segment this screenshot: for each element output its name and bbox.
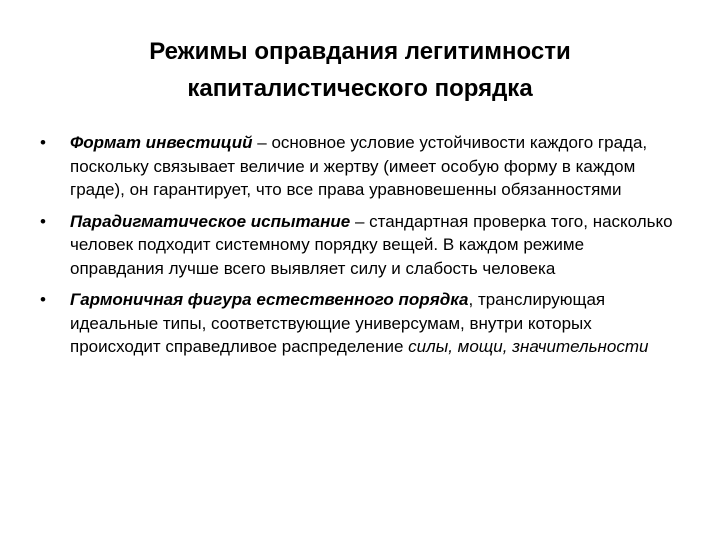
bullet-dot-icon: •	[40, 133, 46, 152]
slide-title-line-1: Режимы оправдания легитимности	[149, 38, 571, 65]
bullet-term: Гармоничная фигура естественного порядка	[70, 290, 469, 309]
bullet-list	[36, 131, 676, 367]
bullet-emphasis: силы, мощи, значительности	[408, 337, 649, 356]
bullet-item-paradigmatic-test	[36, 210, 676, 281]
bullet-item-investment-format	[36, 131, 676, 202]
bullet-text: – стандартная проверка того, насколько человек подходит системному порядку вещей. В каждом режиме оправдания лучше всего выявляет силу и слабость человека	[70, 211, 673, 278]
bullet-term: Формат инвестиций	[70, 133, 253, 152]
slide-title	[60, 33, 660, 107]
bullet-item-harmonious-figure	[36, 288, 676, 359]
bullet-dot-icon: •	[40, 211, 46, 231]
bullet-text: , транслирующая идеальные типы, соответствующие универсумам, внутри которых происходит справедливое распределение	[70, 290, 606, 356]
bullet-dot-icon: •	[40, 290, 46, 309]
bullet-text: – основное условие устойчивости каждого града, поскольку связывает величие и жертву (имеет особую форму в каждом граде), он гарантирует, что все права уравновешенны обязанностями	[70, 133, 648, 199]
slide-title-line-2: капиталистического порядка	[187, 75, 533, 102]
bullet-term: Парадигматическое испытание	[70, 211, 351, 231]
